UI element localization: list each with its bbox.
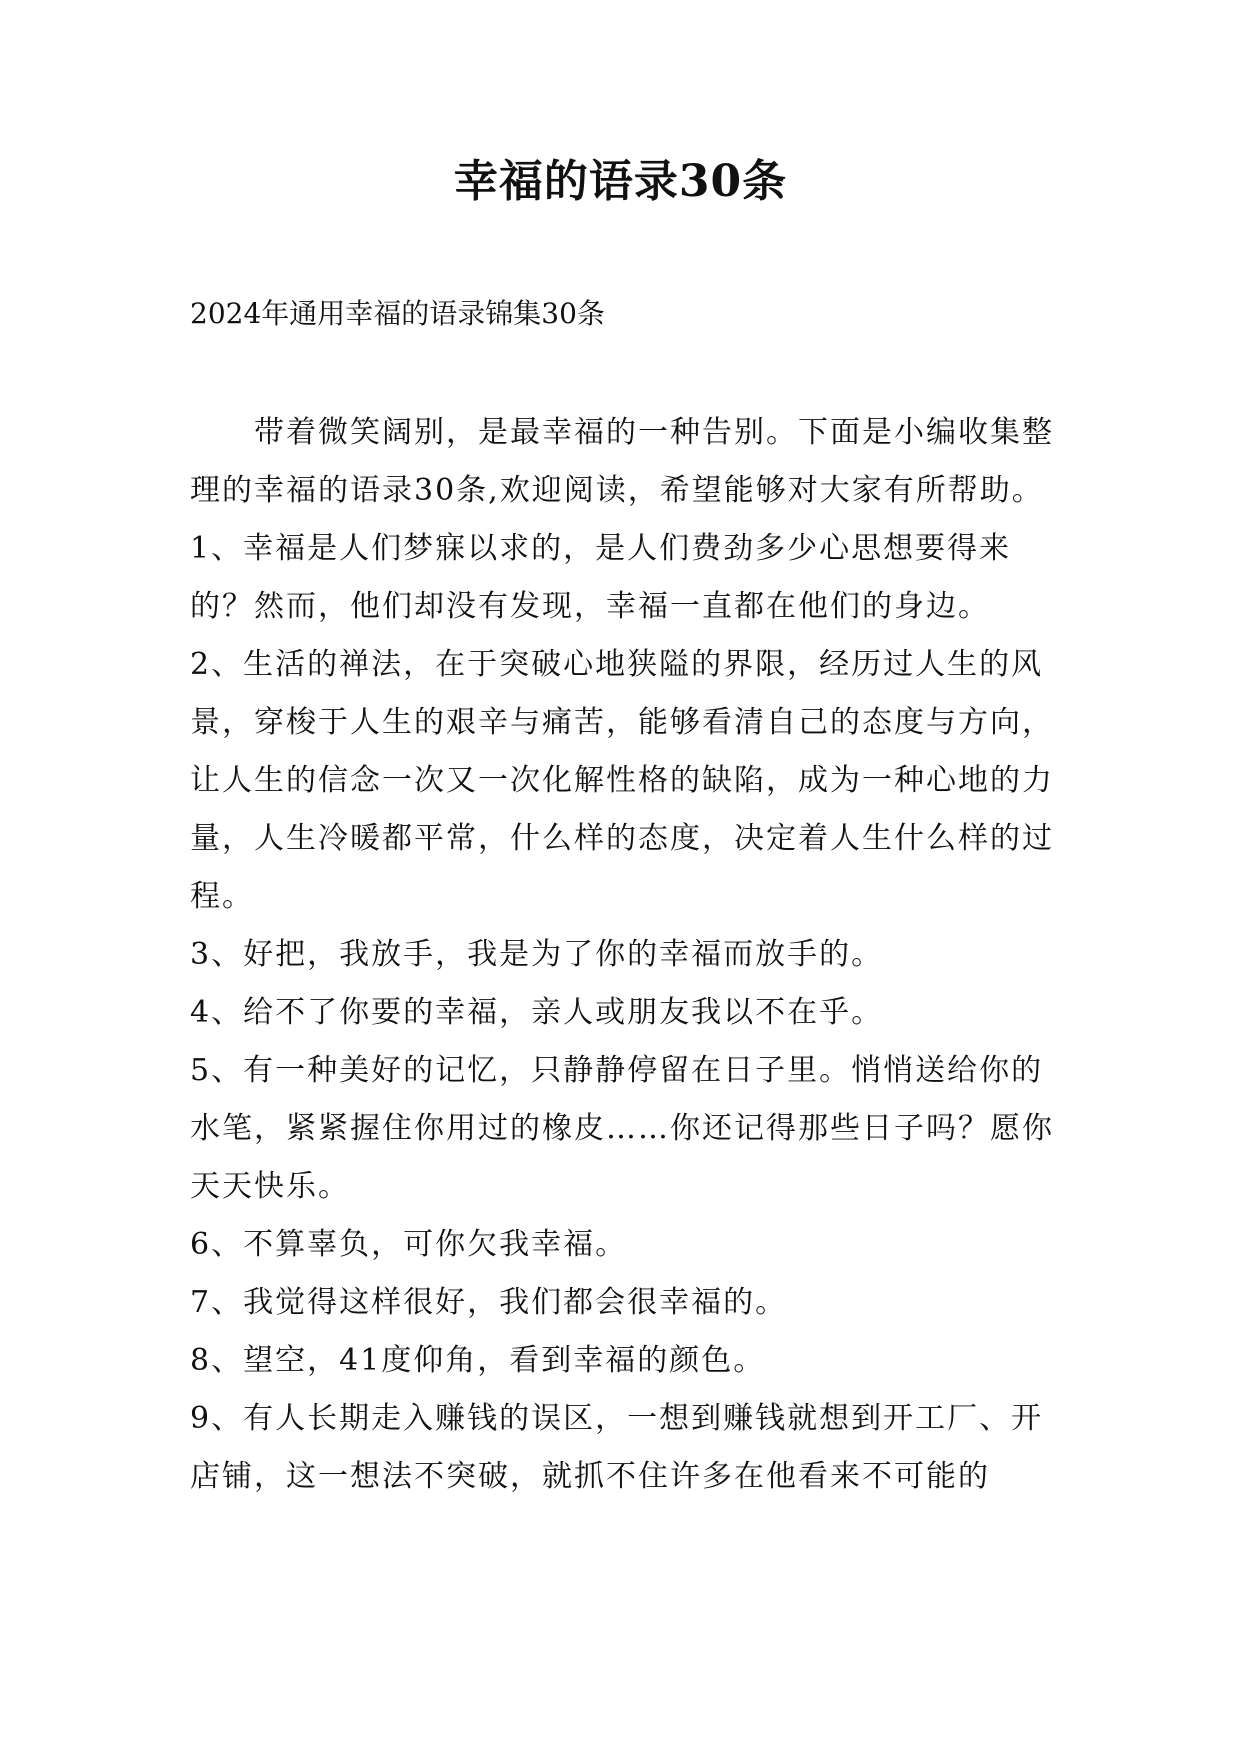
quote-item-9: 9、有人长期走入赚钱的误区，一想到赚钱就想到开工厂、开店铺，这一想法不突破，就抓不住许多在他看来不可能的 [190, 1401, 1044, 1494]
quote-item-5: 5、有一种美好的记忆，只静静停留在日子里。悄悄送给你的水笔，紧紧握住你用过的橡皮……你还记得那些日子吗？愿你天天快乐。 [190, 1053, 1054, 1204]
quote-item-1: 1、幸福是人们梦寐以求的，是人们费劲多少心思想要得来的？然而，他们却没有发现，幸福一直都在他们的身边。 [190, 531, 1012, 624]
document-subtitle: 2024年通用幸福的语录锦集30条 [190, 297, 605, 330]
quote-item-8: 8、望空，41度仰角，看到幸福的颜色。 [190, 1343, 766, 1378]
quote-item-2: 2、生活的禅法，在于突破心地狭隘的界限，经历过人生的风景，穿梭于人生的艰辛与痛苦，能够看清自己的态度与方向，让人生的信念一次又一次化解性格的缺陷，成为一种心地的力量，人生冷暖都平常，什么样的态度，决定着人生什么样的过程。 [190, 647, 1054, 914]
intro-paragraph: 带着微笑阔别，是最幸福的一种告别。下面是小编收集整理的幸福的语录30条,欢迎阅读，希望能够对大家有所帮助。 [190, 415, 1054, 508]
document-body [190, 404, 1060, 1506]
quote-item-7: 7、我觉得这样很好，我们都会很幸福的。 [190, 1285, 788, 1320]
quote-item-6: 6、不算辜负，可你欠我幸福。 [190, 1227, 628, 1262]
quote-item-4: 4、给不了你要的幸福，亲人或朋友我以不在乎。 [190, 995, 884, 1030]
quote-item-3: 3、好把，我放手，我是为了你的幸福而放手的。 [190, 937, 884, 972]
document-title: 幸福的语录30条 [453, 156, 788, 207]
